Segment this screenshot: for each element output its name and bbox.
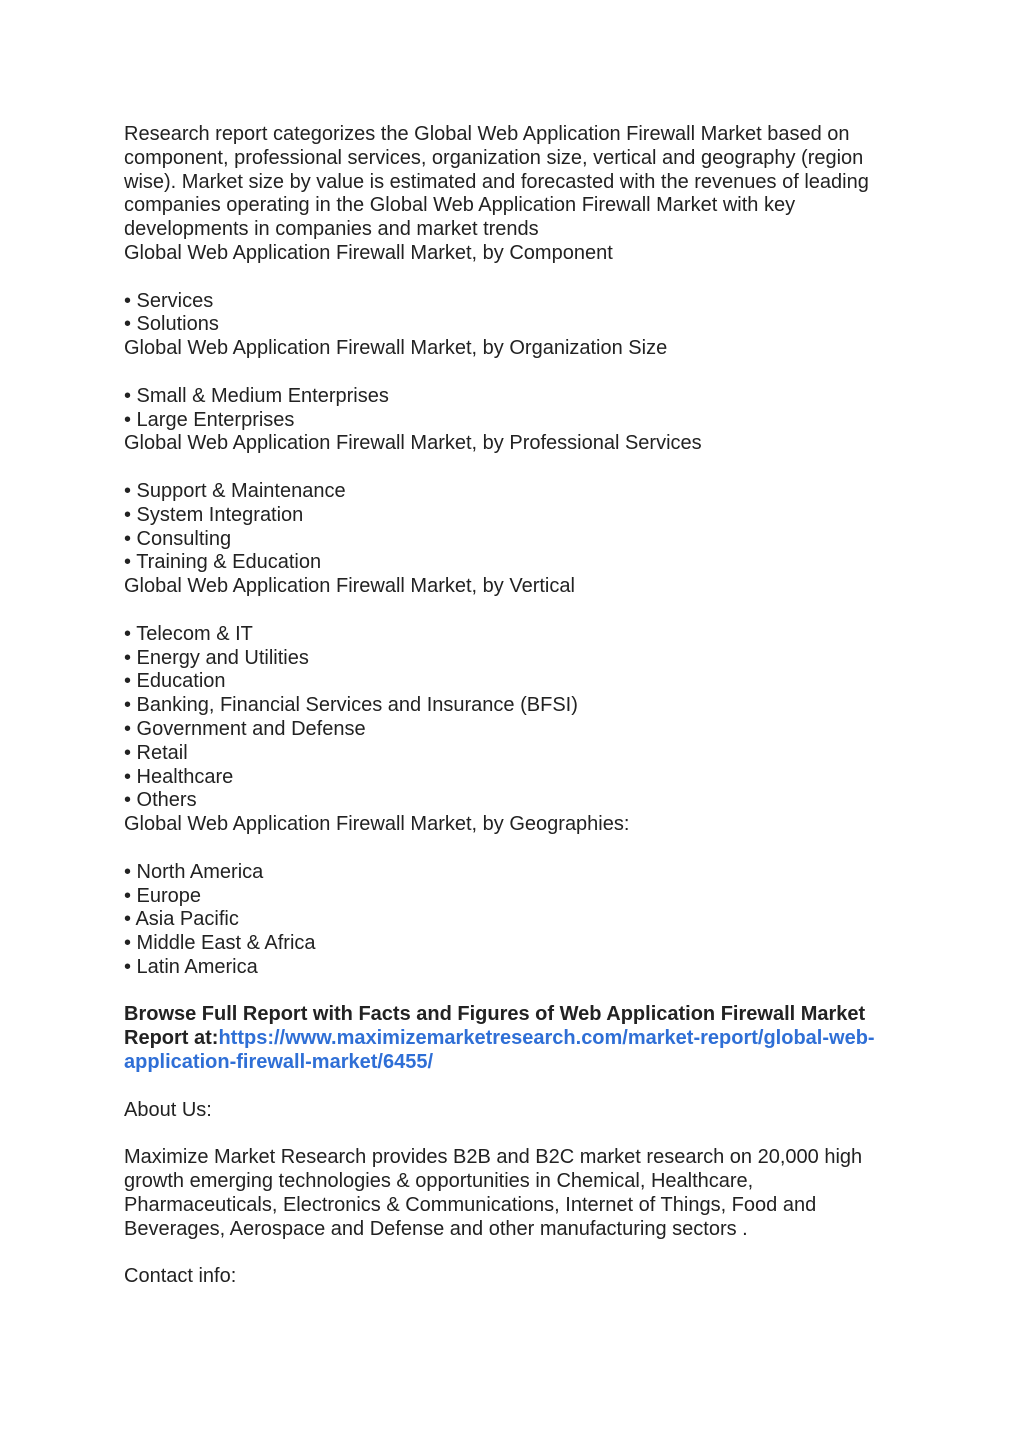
intro-line: developments in companies and market trends	[124, 218, 539, 241]
contact-section	[124, 1265, 914, 1289]
list-item: • Banking, Financial Services and Insurance (BFSI)	[124, 694, 578, 717]
intro-paragraph	[124, 123, 914, 242]
list-item: • Small & Medium Enterprises	[124, 384, 389, 407]
contact-heading: Contact info:	[124, 1265, 237, 1288]
section-heading: Global Web Application Firewall Market, by Geographies:	[124, 813, 630, 836]
list-item: • System Integration	[124, 503, 304, 526]
list-item: • Europe	[124, 884, 202, 907]
intro-line: component, professional services, organization size, vertical and geography (region	[124, 146, 864, 169]
list-item: • Consulting	[124, 527, 232, 550]
about-line: growth emerging technologies & opportunities in Chemical, Healthcare,	[124, 1170, 754, 1193]
section-component	[124, 242, 914, 337]
list-item: • Large Enterprises	[124, 408, 295, 431]
section-heading: Global Web Application Firewall Market, by Organization Size	[124, 337, 668, 360]
about-section	[124, 1099, 914, 1242]
section-heading: Global Web Application Firewall Market, by Component	[124, 241, 613, 264]
about-heading: About Us:	[124, 1098, 212, 1121]
section-vertical	[124, 575, 914, 813]
list-item: • Government and Defense	[124, 717, 366, 740]
list-item: • Telecom & IT	[124, 622, 253, 645]
report-link-continued[interactable]: application-firewall-market/6455/	[124, 1051, 434, 1074]
browse-report-paragraph	[124, 1003, 914, 1074]
about-line: Pharmaceuticals, Electronics & Communications, Internet of Things, Food and	[124, 1193, 817, 1216]
about-line: Beverages, Aerospace and Defense and other manufacturing sectors .	[124, 1217, 748, 1240]
section-heading: Global Web Application Firewall Market, by Vertical	[124, 575, 575, 598]
about-line: Maximize Market Research provides B2B and B2C market research on 20,000 high	[124, 1146, 863, 1169]
list-item: • Latin America	[124, 955, 258, 978]
list-item: • Education	[124, 670, 226, 693]
list-item: • Middle East & Africa	[124, 932, 316, 955]
section-organization-size	[124, 337, 914, 432]
list-item: • North America	[124, 860, 264, 883]
browse-report-text: Browse Full Report with Facts and Figures of Web Application Firewall Market	[124, 1003, 866, 1026]
document-page	[124, 123, 914, 1289]
section-geographies	[124, 813, 914, 980]
section-professional-services	[124, 432, 914, 575]
list-item: • Energy and Utilities	[124, 646, 309, 669]
report-link[interactable]: https://www.maximizemarketresearch.com/market-report/global-web-	[218, 1027, 875, 1050]
section-heading: Global Web Application Firewall Market, by Professional Services	[124, 432, 702, 455]
intro-line: Research report categorizes the Global Web Application Firewall Market based on	[124, 123, 850, 145]
list-item: • Retail	[124, 741, 188, 764]
list-item: • Others	[124, 789, 197, 812]
list-item: • Support & Maintenance	[124, 479, 346, 502]
list-item: • Services	[124, 289, 214, 312]
list-item: • Training & Education	[124, 551, 322, 574]
list-item: • Solutions	[124, 313, 219, 336]
intro-line: wise). Market size by value is estimated and forecasted with the revenues of leading	[124, 170, 869, 193]
intro-line: companies operating in the Global Web Application Firewall Market with key	[124, 194, 796, 217]
list-item: • Healthcare	[124, 765, 234, 788]
report-at-label: Report at:	[124, 1027, 219, 1050]
list-item: • Asia Pacific	[124, 908, 239, 931]
